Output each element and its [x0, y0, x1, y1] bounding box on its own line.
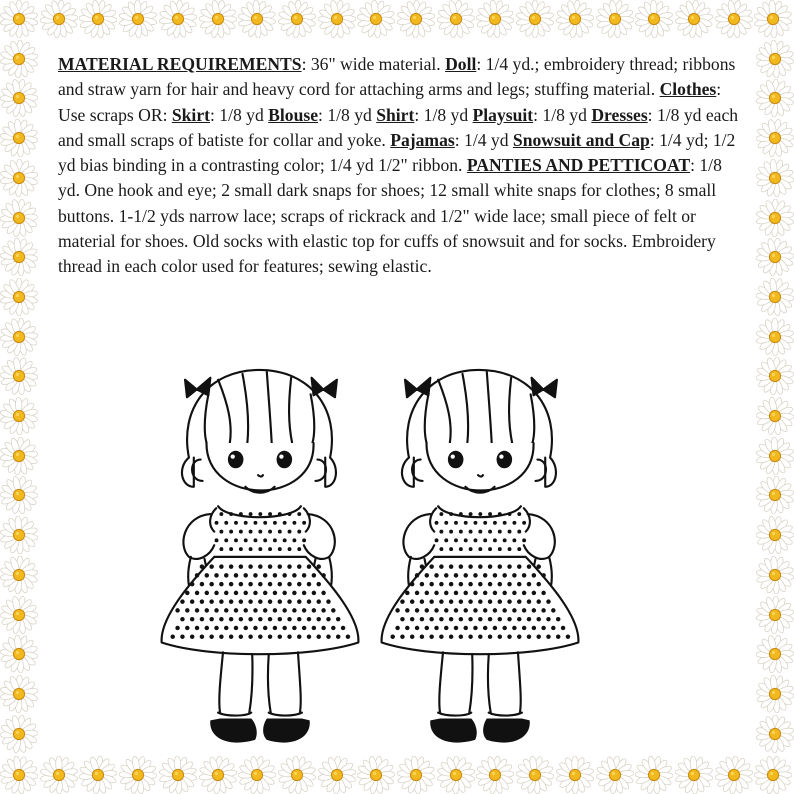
daisy-icon [756, 79, 794, 117]
heading-term: Skirt [171, 104, 210, 125]
daisy-icon [756, 675, 794, 713]
heading-term: Playsuit [472, 104, 534, 125]
daisy-icon [0, 278, 38, 316]
daisy-icon [278, 0, 316, 38]
daisy-icon [0, 318, 38, 356]
daisy-icon [756, 516, 794, 554]
daisy-icon [0, 715, 38, 753]
heading-term: Blouse [268, 104, 319, 125]
daisy-icon [675, 756, 713, 794]
doll-illustration-right [370, 345, 590, 760]
heading-term: Doll [445, 54, 477, 74]
body-text: : 1/8 yd. One hook and eye; 2 small dark snaps for shoes; 12 small white snaps for clothes; 8 small buttons. 1-1/2 yds narrow lace; scraps of rickrack and 1/2" wide lace; small piece of felt or material for shoes. Old socks with elastic top for cuffs of snowsuit and for socks. Embroidery thread in each color used for features; sewing elastic. [58, 155, 722, 277]
body-text: : 1/8 yd [533, 104, 592, 125]
daisy-icon [318, 0, 356, 38]
daisy-icon [756, 40, 794, 78]
daisy-icon [715, 756, 753, 794]
daisy-icon [596, 0, 634, 38]
daisy-icon [199, 0, 237, 38]
body-text: : 1/4 yd [454, 129, 513, 150]
daisy-icon [159, 0, 197, 38]
body-text: : 36" wide material. [301, 54, 446, 74]
material-requirements-text [58, 52, 748, 280]
daisy-icon [0, 556, 38, 594]
daisy-icon [0, 675, 38, 713]
daisy-icon [756, 715, 794, 753]
daisy-icon [476, 0, 514, 38]
daisy-icon [756, 238, 794, 276]
daisy-icon [238, 0, 276, 38]
daisy-icon [0, 79, 38, 117]
daisy-icon [0, 476, 38, 514]
daisy-icon [40, 756, 78, 794]
daisy-icon [0, 40, 38, 78]
body-text: : 1/8 yd each and small scraps of batiste for collar and yoke. [58, 104, 739, 150]
daisy-icon [756, 437, 794, 475]
daisy-icon [0, 0, 38, 38]
body-text: : 1/8 yd [210, 104, 269, 125]
daisy-icon [516, 0, 554, 38]
daisy-icon [756, 318, 794, 356]
daisy-icon [0, 357, 38, 395]
daisy-icon [397, 0, 435, 38]
daisy-icon [635, 0, 673, 38]
heading-term: MATERIAL REQUIREMENTS [58, 54, 302, 74]
daisy-icon [675, 0, 713, 38]
daisy-icon [79, 0, 117, 38]
daisy-icon [79, 756, 117, 794]
daisy-icon [635, 756, 673, 794]
daisy-icon [756, 159, 794, 197]
heading-term: Dresses [591, 104, 648, 125]
heading-term: PANTIES AND PETTICOAT [466, 155, 691, 176]
daisy-icon [756, 119, 794, 157]
body-text: : 1/8 yd [414, 104, 473, 125]
daisy-icon [0, 596, 38, 634]
heading-term: Clothes [659, 79, 717, 100]
daisy-icon [437, 0, 475, 38]
body-text: : 1/8 yd [318, 104, 377, 125]
daisy-icon [715, 0, 753, 38]
daisy-icon [756, 476, 794, 514]
daisy-icon [0, 756, 38, 794]
heading-term: Snowsuit and Cap [512, 129, 650, 150]
daisy-icon [556, 0, 594, 38]
daisy-icon [756, 397, 794, 435]
daisy-icon [756, 556, 794, 594]
daisy-icon [756, 278, 794, 316]
body-text: : 1/4 yd.; embroidery thread; ribbons and straw yarn for hair and heavy cord for attaching arms and legs; stuffing material. [58, 54, 736, 100]
daisy-icon [756, 596, 794, 634]
daisy-icon [0, 238, 38, 276]
daisy-icon [40, 0, 78, 38]
daisy-icon [0, 437, 38, 475]
daisy-icon [0, 119, 38, 157]
daisy-icon [119, 0, 157, 38]
daisy-icon [0, 635, 38, 673]
daisy-icon [596, 756, 634, 794]
daisy-icon [0, 159, 38, 197]
daisy-icon [0, 199, 38, 237]
daisy-icon [756, 199, 794, 237]
doll-illustration-left [150, 345, 370, 760]
body-text: : 1/4 yd; 1/2 yd bias binding in a contrasting color; 1/4 yd 1/2" ribbon. [58, 129, 736, 176]
doll-illustrations [150, 345, 590, 765]
daisy-icon [0, 397, 38, 435]
heading-term: Shirt [376, 104, 415, 125]
body-text: : Use scraps OR: [58, 79, 722, 125]
daisy-icon [756, 635, 794, 673]
daisy-icon [756, 357, 794, 395]
daisy-icon [0, 516, 38, 554]
daisy-icon [754, 0, 792, 38]
heading-term: Pajamas [390, 129, 455, 150]
daisy-icon [357, 0, 395, 38]
daisy-icon [754, 756, 792, 794]
